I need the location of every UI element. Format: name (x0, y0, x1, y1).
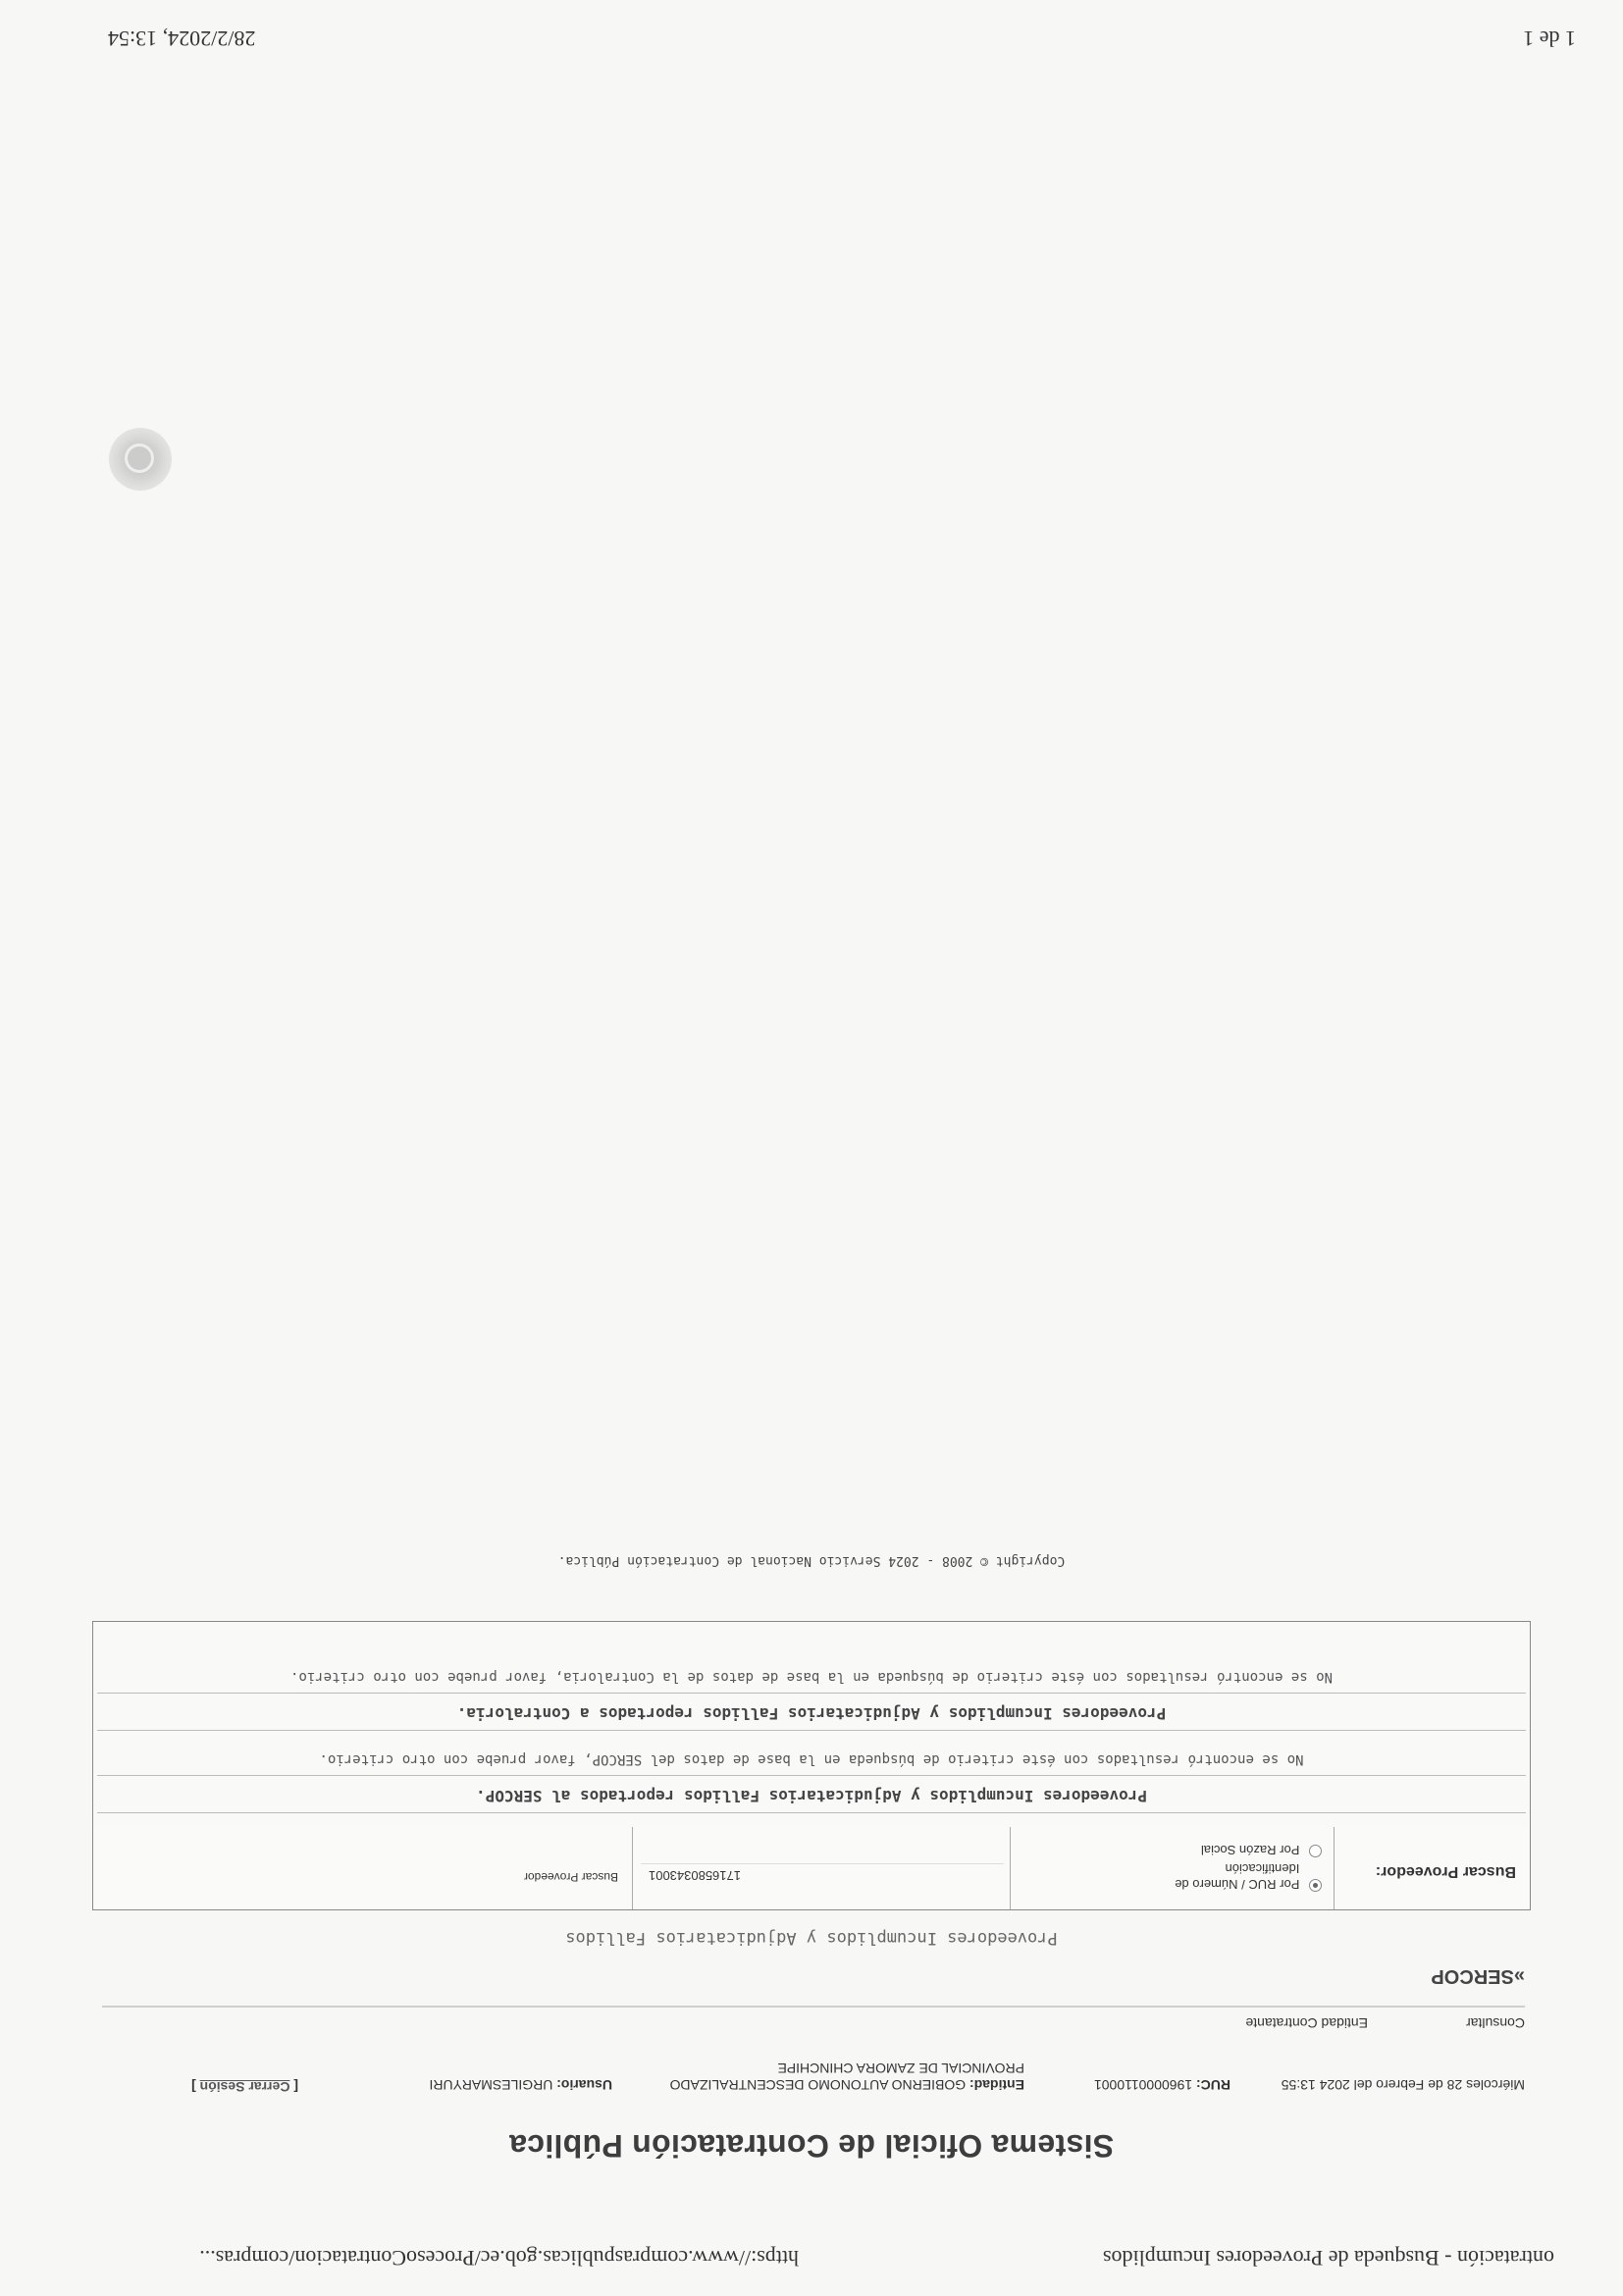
session-ruc (1094, 2077, 1230, 2093)
section-title: Proveedores Incumplidos y Adjudicatarios Fallidos (565, 1928, 1058, 1948)
radio-ruc-label: Por RUC / Número de Identificación (1175, 1861, 1300, 1892)
entidad-value: GOBIERNO AUTONOMO DESCENTRALIZADO PROVINCIAL DE ZAMORA CHINCHIPE (669, 2061, 1024, 2093)
usuario-label: Usuario: (556, 2077, 612, 2093)
menu-item-consultar[interactable]: Consultar (1466, 2015, 1525, 2031)
logout-group (191, 2079, 298, 2095)
ruc-value: 1960000110001 (1093, 2077, 1193, 2093)
print-datetime: 28/2/2024, 13:54 (108, 26, 256, 51)
radio-razon-social-label: Por Razón Social (1200, 1843, 1300, 1857)
session-entidad (622, 2060, 1024, 2093)
results-heading-contraloria: Proveedores Incumplidos y Adjudicatarios Fallidos reportados a Contraloria. (97, 1697, 1526, 1731)
print-header (39, 2239, 1584, 2278)
search-label: Buscar Proveedor: (1375, 1863, 1516, 1880)
search-provider-button[interactable]: Buscar Proveedor (523, 1870, 618, 1884)
menu-item-entidad-contratante[interactable]: Entidad Contratante (1245, 2015, 1368, 2031)
results-message-sercop: No se encontró resultados con éste criterio de búsqueda en la base de datos del SERCOP, favor pruebe con otro criterio. (97, 1743, 1526, 1776)
radio-option-razon-social[interactable] (1201, 1842, 1322, 1857)
search-input-cell (632, 1827, 1010, 1909)
logout-bracket-close: ] (191, 2079, 196, 2095)
session-date: Miércoles 28 de Febrero del 2024 13:55 (1281, 2077, 1525, 2093)
search-label-cell (1334, 1827, 1530, 1909)
search-button-cell (93, 1827, 632, 1909)
radio-ruc[interactable] (1309, 1879, 1322, 1892)
logout-bracket-open: [ (293, 2079, 298, 2095)
search-options-cell (1010, 1827, 1334, 1909)
breadcrumb[interactable]: »SERCOP (1431, 1965, 1525, 1987)
print-footer (39, 20, 1584, 59)
print-page-title: ontratación - Busqueda de Proveedores Incumplidos (1102, 2246, 1554, 2270)
session-usuario (430, 2077, 612, 2093)
copyright: Copyright © 2008 - 2024 Servicio Nacional de Contratación Pública. (557, 1553, 1066, 1568)
logout-link[interactable]: Cerrar Sesión (199, 2079, 290, 2095)
stamp-mark (109, 428, 172, 491)
session-bar (102, 2052, 1525, 2095)
app-title: Sistema Oficial de Contratación Pública (508, 2128, 1115, 2164)
results-message-contraloria: No se encontró resultados con éste criterio de búsqueda en la base de datos de la Contraloria, favor pruebe con otro criterio. (97, 1660, 1526, 1694)
search-form (92, 1826, 1531, 1910)
main-menu (102, 2006, 1525, 2033)
usuario-value: URGILESMARYURI (429, 2077, 553, 2093)
results-panel (92, 1621, 1531, 1827)
radio-option-ruc[interactable] (1113, 1860, 1322, 1892)
ruc-label: RUC: (1196, 2077, 1230, 2093)
radio-razon-social[interactable] (1309, 1845, 1322, 1857)
entidad-label: Entidad: (969, 2077, 1024, 2093)
provider-search-input[interactable] (641, 1863, 1004, 1887)
print-page-number: 1 de 1 (1523, 26, 1576, 51)
results-heading-sercop: Proveedores Incumplidos y Adjudicatarios Fallidos reportados al SERCOP. (97, 1780, 1526, 1813)
print-page-url: https://www.compraspublicas.gob.ec/ProcesoContratacion/compras... (199, 2246, 799, 2270)
